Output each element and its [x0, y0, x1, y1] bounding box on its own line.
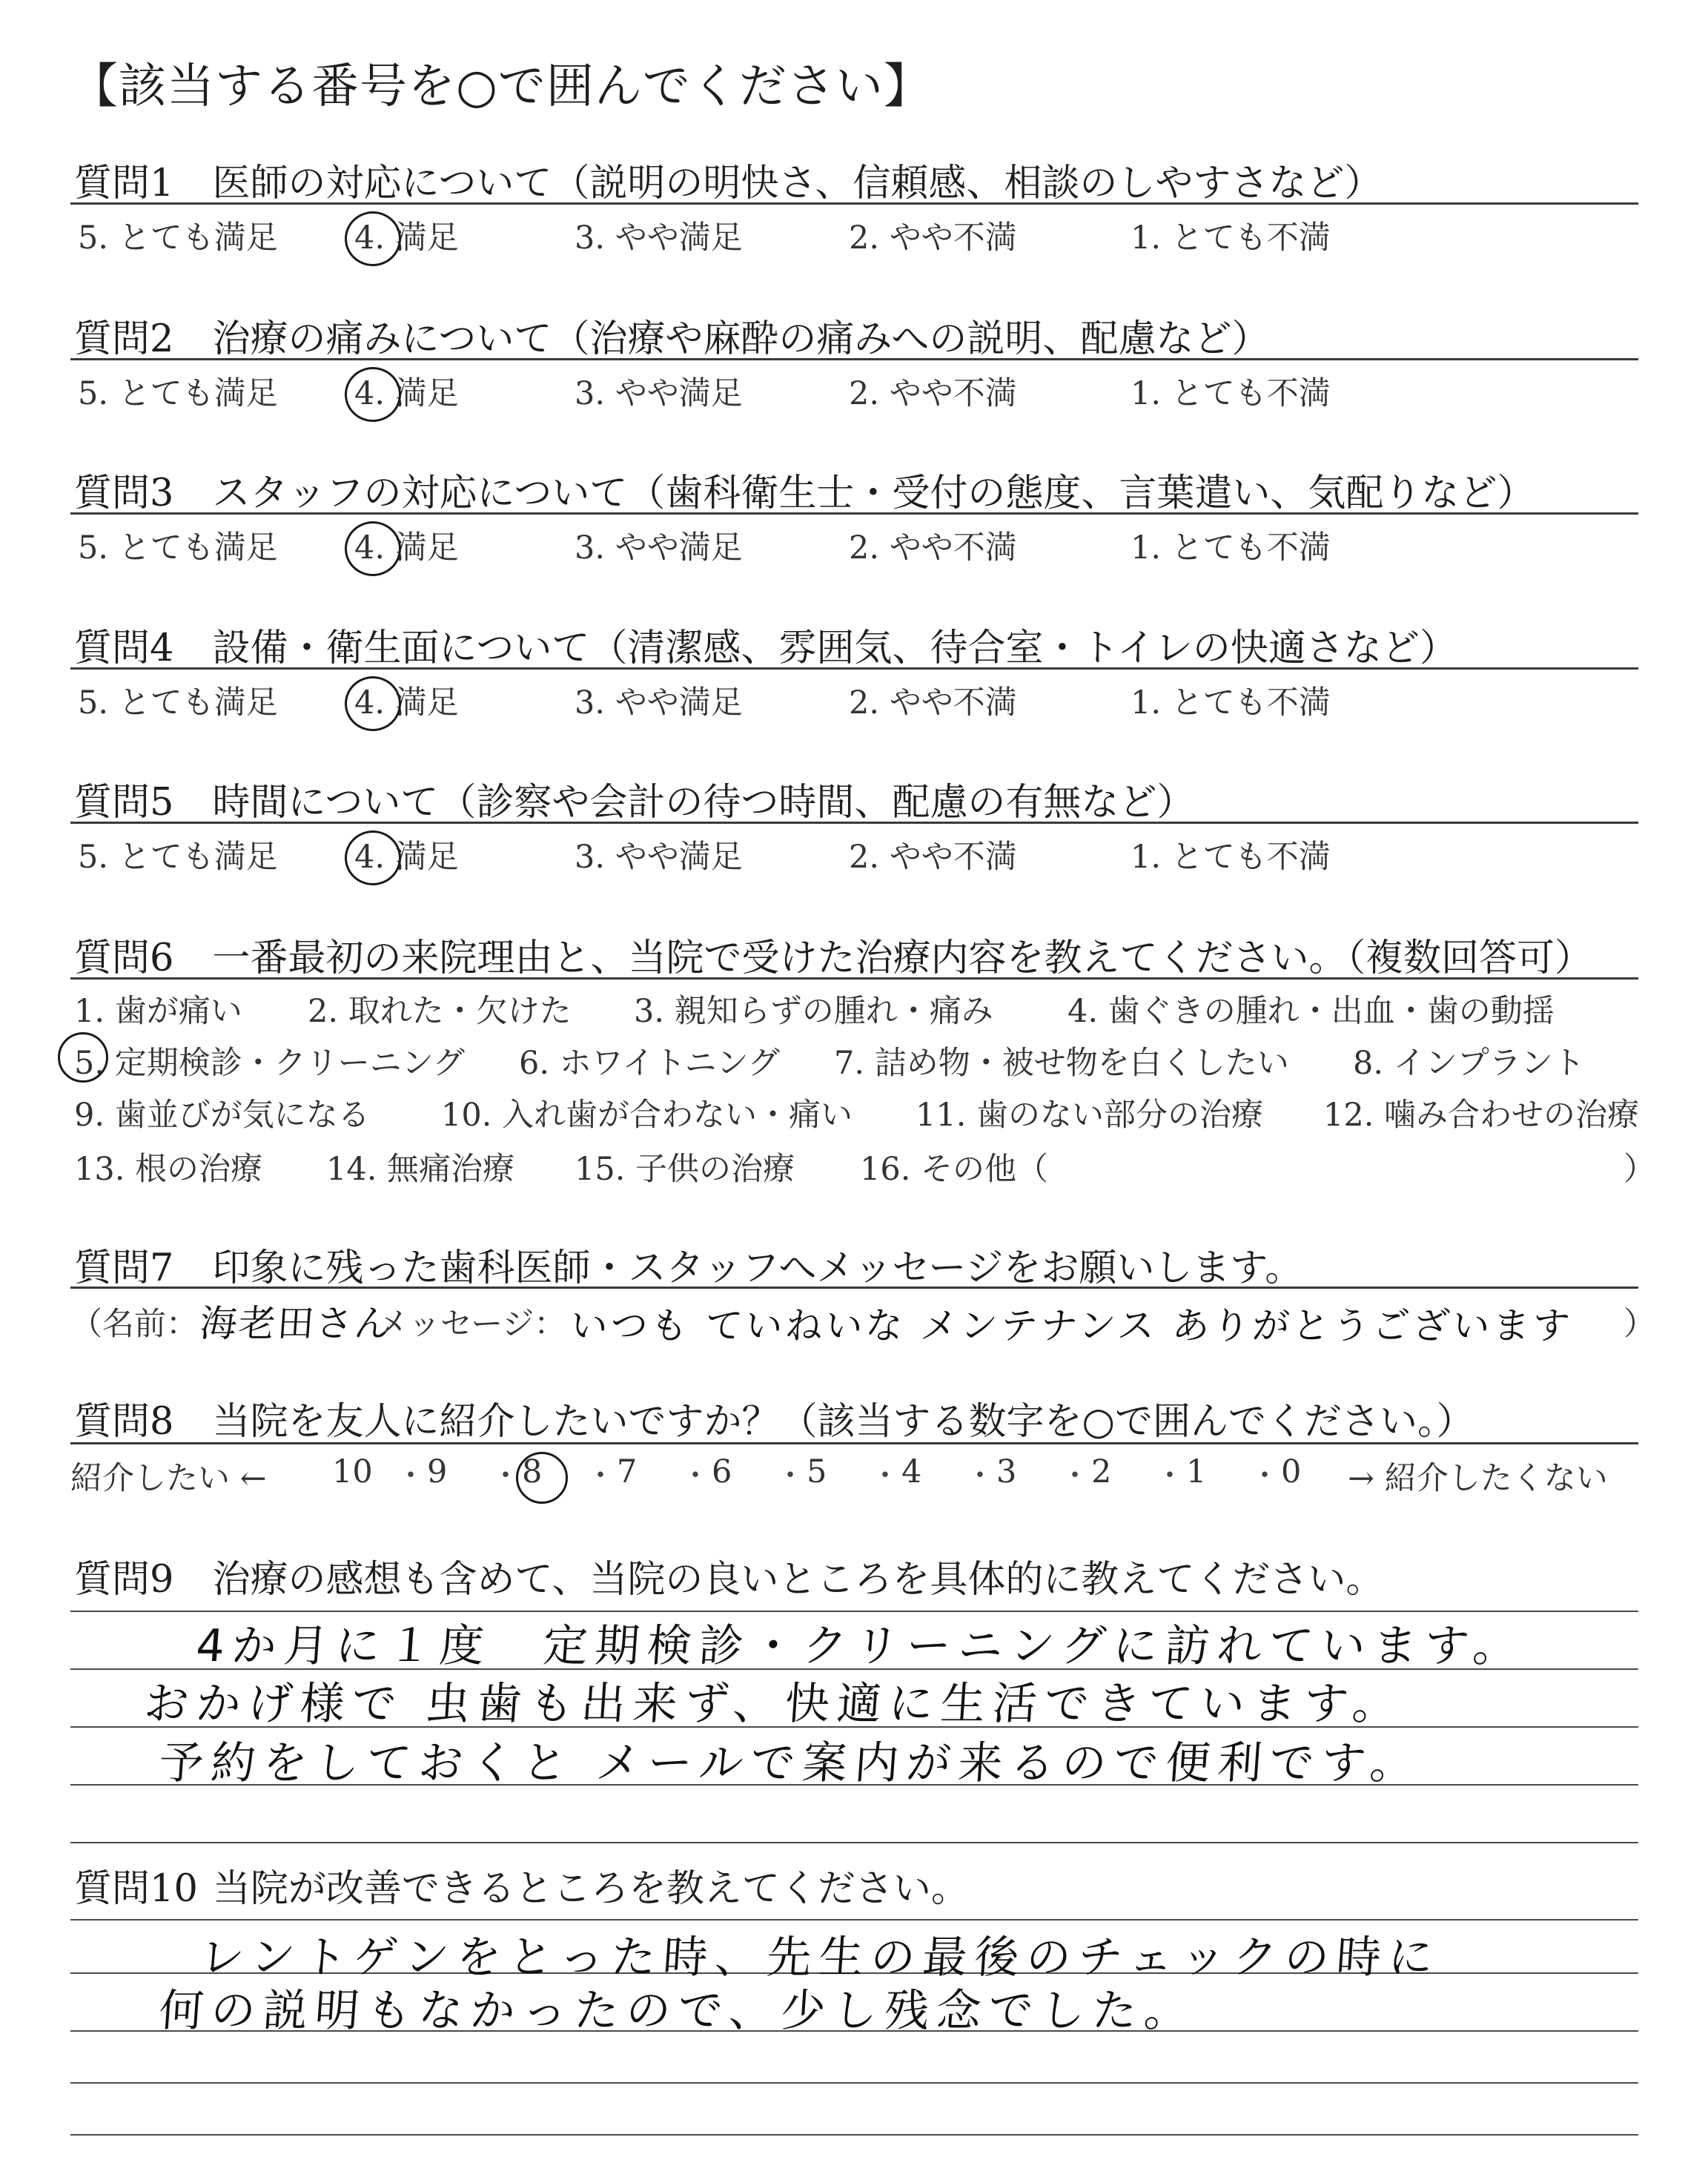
q10-line-5 — [70, 2134, 1638, 2136]
q8-rule — [70, 1442, 1638, 1444]
q6-option-6[interactable]: 6. ホワイトニング — [519, 1045, 780, 1082]
q2-label: 質問2 — [74, 317, 174, 361]
q9-answer-3[interactable]: 予約をしておくと メールで案内が来るので便利です。 — [157, 1737, 1424, 1789]
q1-selected-circle — [345, 211, 401, 266]
q7-label: 質問7 — [74, 1246, 174, 1290]
q9-text: 治療の感想も含めて、当院の良いところを具体的に教えてください。 — [212, 1558, 1384, 1602]
q1-option-4[interactable]: 4. 満足 — [354, 219, 459, 257]
q8-scale-8[interactable]: 8 — [522, 1453, 543, 1490]
q6-option-13[interactable]: 13. 根の治療 — [74, 1151, 263, 1188]
q3-option-4[interactable]: 4. 満足 — [354, 529, 459, 567]
q8-separator: ・ — [965, 1459, 995, 1493]
q10-answer-1[interactable]: レントゲンをとった時、先生の最後のチェックの時に — [198, 1932, 1443, 1984]
q4-option-2[interactable]: 2. やや不満 — [849, 684, 1017, 721]
form-title: 【該当する番号を○で囲んでください】 — [70, 59, 932, 114]
q8-scale-4[interactable]: 4 — [901, 1453, 922, 1490]
q3-rule — [70, 512, 1638, 515]
q3-label: 質問3 — [74, 472, 174, 515]
q8-separator: ・ — [1250, 1459, 1280, 1493]
q10-answer-2[interactable]: 何の説明もなかったので、少し残念でした。 — [157, 1985, 1198, 2037]
q6-text: 一番最初の来院理由と、当院で受けた治療内容を教えてください。（複数回答可） — [212, 937, 1592, 980]
q6-option-2[interactable]: 2. 取れた・欠けた — [308, 993, 572, 1030]
q8-selected-circle — [516, 1452, 568, 1504]
q1-option-2[interactable]: 2. やや不満 — [849, 219, 1017, 257]
q6-option-15[interactable]: 15. 子供の治療 — [575, 1151, 795, 1188]
q8-text: 当院を友人に紹介したいですか？（該当する数字を○で囲んでください。） — [212, 1400, 1474, 1444]
q8-separator: ・ — [491, 1459, 520, 1493]
q2-selected-circle — [345, 367, 401, 422]
q7-name-label: （名前： — [70, 1306, 198, 1343]
q6-option-3[interactable]: 3. 親知らずの腫れ・痛み — [634, 993, 993, 1030]
q8-separator: ・ — [396, 1459, 426, 1493]
q4-option-3[interactable]: 3. やや満足 — [575, 684, 743, 721]
q7-name-value[interactable]: 海老田さん — [198, 1302, 394, 1345]
q4-option-4[interactable]: 4. 満足 — [354, 684, 459, 721]
q3-option-3[interactable]: 3. やや満足 — [575, 529, 743, 567]
q5-option-1[interactable]: 1. とても不満 — [1131, 839, 1331, 876]
q5-header — [74, 771, 1194, 826]
q8-scale-7[interactable]: 7 — [617, 1453, 638, 1490]
q6-option-5[interactable]: 5. 定期検診・クリーニング — [74, 1045, 465, 1082]
q6-other-close: ） — [1623, 1151, 1655, 1188]
q10-label: 質問10 — [74, 1867, 198, 1911]
q8-scale-9[interactable]: 9 — [427, 1453, 448, 1490]
q6-option-12[interactable]: 12. 噛み合わせの治療 — [1323, 1097, 1640, 1134]
q8-separator: ・ — [681, 1459, 710, 1493]
q1-label: 質問1 — [74, 162, 174, 205]
q1-option-1[interactable]: 1. とても不満 — [1131, 219, 1331, 257]
q2-rule — [70, 358, 1638, 360]
q8-scale-10[interactable]: 10 — [332, 1453, 373, 1490]
q8-scale-0[interactable]: 0 — [1281, 1453, 1302, 1490]
q2-option-4[interactable]: 4. 満足 — [354, 375, 459, 412]
q3-text: スタッフの対応について（歯科衛生士・受付の態度、言葉遣い、気配りなど） — [212, 472, 1535, 515]
q8-scale-3[interactable]: 3 — [996, 1453, 1017, 1490]
q4-label: 質問4 — [74, 627, 174, 670]
q8-scale-1[interactable]: 1 — [1186, 1453, 1207, 1490]
q3-option-5[interactable]: 5. とても満足 — [78, 529, 278, 567]
q3-option-2[interactable]: 2. やや不満 — [849, 529, 1017, 567]
q2-text: 治療の痛みについて（治療や麻酔の痛みへの説明、配慮など） — [212, 317, 1270, 361]
q6-label: 質問6 — [74, 937, 174, 980]
q6-option-10[interactable]: 10. 入れ歯が合わない・痛い — [441, 1097, 853, 1134]
q8-scale-2[interactable]: 2 — [1091, 1453, 1112, 1490]
q2-option-2[interactable]: 2. やや不満 — [849, 375, 1017, 412]
q1-rule — [70, 202, 1638, 205]
q6-option-4[interactable]: 4. 歯ぐきの腫れ・出血・歯の動揺 — [1068, 993, 1555, 1030]
q9-label: 質問9 — [74, 1558, 174, 1602]
q7-rule — [70, 1287, 1638, 1289]
q8-scale-6[interactable]: 6 — [712, 1453, 732, 1490]
q5-option-5[interactable]: 5. とても満足 — [78, 839, 278, 876]
q8-separator: ・ — [586, 1459, 615, 1493]
q6-option-16[interactable]: 16. その他（ — [860, 1151, 1049, 1188]
q1-option-5[interactable]: 5. とても満足 — [78, 219, 278, 257]
q7-message-value[interactable]: いつも ていねいな メンテナンス ありがとうございます — [569, 1304, 1575, 1347]
q2-option-1[interactable]: 1. とても不満 — [1131, 375, 1331, 412]
q5-text: 時間について（診察や会計の待つ時間、配慮の有無など） — [212, 781, 1195, 825]
q6-option-9[interactable]: 9. 歯並びが気になる — [74, 1097, 370, 1134]
q3-selected-circle — [345, 521, 401, 576]
q4-rule — [70, 667, 1638, 670]
q5-selected-circle — [345, 830, 401, 885]
q9-answer-1[interactable]: 4か月に１度 定期検診・クリーニングに訪れています。 — [194, 1620, 1527, 1672]
q6-option-1[interactable]: 1. 歯が痛い — [74, 993, 242, 1030]
q3-option-1[interactable]: 1. とても不満 — [1131, 529, 1331, 567]
q9-line-5 — [70, 1842, 1638, 1843]
q10-header — [74, 1857, 969, 1912]
q8-separator: ・ — [1060, 1459, 1090, 1493]
q5-option-3[interactable]: 3. やや満足 — [575, 839, 743, 876]
q5-rule — [70, 822, 1638, 824]
q10-line-1 — [70, 1919, 1638, 1920]
q4-option-1[interactable]: 1. とても不満 — [1131, 684, 1331, 721]
q1-text: 医師の対応について（説明の明快さ、信頼感、相談のしやすさなど） — [212, 162, 1383, 205]
q6-selected-circle — [58, 1032, 108, 1083]
q4-header — [74, 617, 1457, 672]
q4-text: 設備・衛生面について（清潔感、雰囲気、待合室・トイレの快適さなど） — [212, 627, 1457, 670]
q9-header — [74, 1548, 1383, 1603]
q6-option-14[interactable]: 14. 無痛治療 — [326, 1151, 515, 1188]
q2-option-3[interactable]: 3. やや満足 — [575, 375, 743, 412]
q1-header — [74, 152, 1382, 207]
q8-right-label: → 紹介したくない — [1348, 1460, 1608, 1497]
q10-line-4 — [70, 2082, 1638, 2084]
q5-option-2[interactable]: 2. やや不満 — [849, 839, 1017, 876]
q8-label: 質問8 — [74, 1400, 174, 1444]
q8-scale-5[interactable]: 5 — [807, 1453, 827, 1490]
q6-option-7[interactable]: 7. 詰め物・被せ物を白くしたい — [834, 1045, 1289, 1082]
q1-option-3[interactable]: 3. やや満足 — [575, 219, 743, 257]
q10-text: 当院が改善できるところを教えてください。 — [212, 1867, 969, 1911]
q7-text: 印象に残った歯科医師・スタッフへメッセージをお願いします。 — [212, 1246, 1303, 1290]
q6-option-8[interactable]: 8. インプラント — [1353, 1045, 1585, 1082]
q6-header — [74, 927, 1592, 982]
q6-option-11[interactable]: 11. 歯のない部分の治療 — [916, 1097, 1264, 1134]
q3-header — [74, 462, 1535, 517]
q8-header — [74, 1390, 1474, 1445]
q2-option-5[interactable]: 5. とても満足 — [78, 375, 278, 412]
q8-left-label: 紹介したい ← — [70, 1460, 267, 1497]
q7-header — [74, 1237, 1302, 1292]
q8-separator: ・ — [870, 1459, 900, 1493]
q7-message-label: メッセージ： — [377, 1306, 566, 1343]
q9-answer-2[interactable]: おかげ様で 虫歯も出来ず、快適に生活できています。 — [142, 1678, 1406, 1730]
q2-header — [74, 308, 1269, 363]
q8-separator: ・ — [1155, 1459, 1185, 1493]
q5-label: 質問5 — [74, 781, 174, 825]
q4-option-5[interactable]: 5. とても満足 — [78, 684, 278, 721]
q6-rule — [70, 977, 1638, 980]
q4-selected-circle — [345, 676, 401, 731]
q5-option-4[interactable]: 4. 満足 — [354, 839, 459, 876]
q8-separator: ・ — [775, 1459, 805, 1493]
q7-close: ） — [1623, 1306, 1655, 1343]
